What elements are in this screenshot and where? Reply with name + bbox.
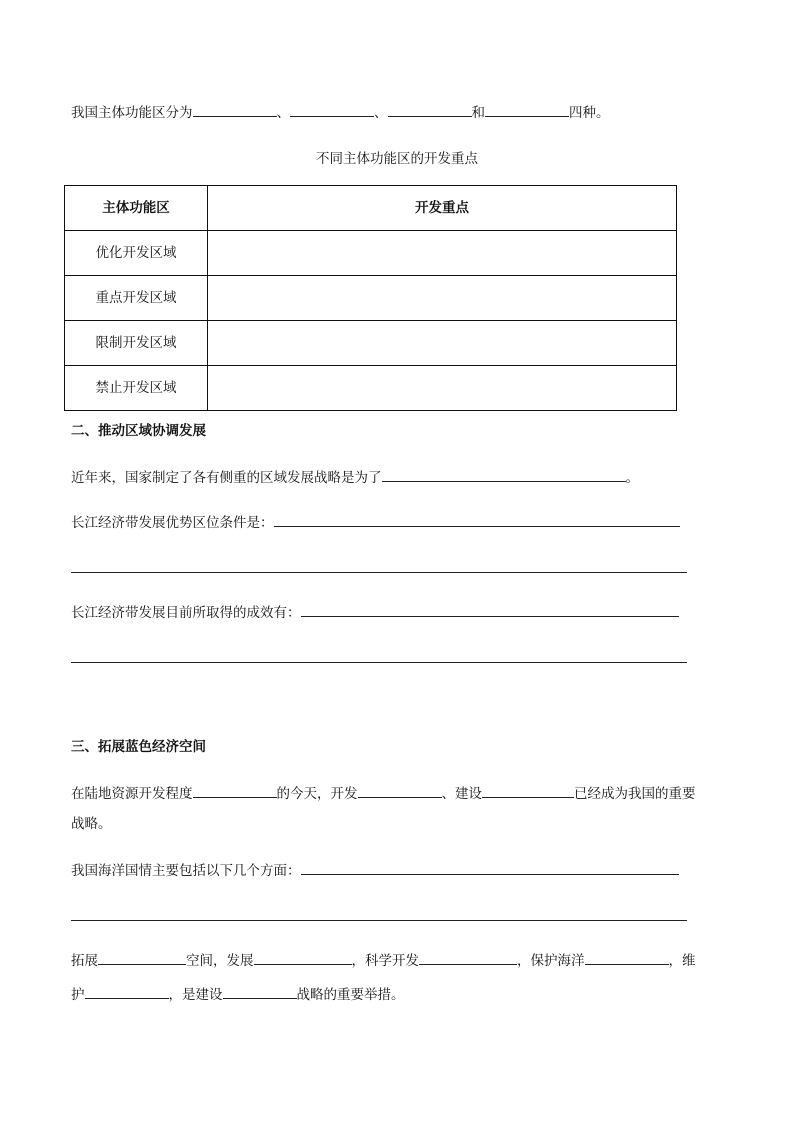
- focus-answer-cell[interactable]: [208, 366, 677, 411]
- blank-field[interactable]: [419, 949, 517, 965]
- zone-name: 优化开发区域: [65, 231, 208, 276]
- section3-question-ocean-situation: [71, 859, 679, 881]
- blank-field[interactable]: [382, 466, 626, 482]
- section3-heading: 三、拓展蓝色经济空间: [71, 739, 206, 755]
- s3q1-part2: 的今天，开发: [276, 786, 358, 802]
- blank-field[interactable]: [193, 782, 277, 798]
- s3q3-part1: 拓展: [71, 953, 98, 969]
- table-header-row: [65, 186, 677, 231]
- blank-field[interactable]: [358, 782, 442, 798]
- q1-sep2: 、: [374, 105, 388, 121]
- focus-answer-cell[interactable]: [208, 321, 677, 366]
- section3-question-ocean-strategy: [71, 782, 696, 804]
- section3-question-measures-cont: [71, 983, 405, 1005]
- blank-field[interactable]: [482, 782, 574, 798]
- s2q2-prefix: 长江经济带发展优势区位条件是：: [71, 515, 274, 531]
- focus-answer-cell[interactable]: [208, 231, 677, 276]
- blank-field[interactable]: [585, 949, 669, 965]
- blank-field[interactable]: [274, 511, 680, 527]
- q1-sep1: 、: [276, 105, 290, 121]
- table-row: [65, 231, 677, 276]
- section2-heading: 二、推动区域协调发展: [71, 423, 206, 439]
- answer-line[interactable]: [71, 920, 687, 921]
- s3q2-prefix: 我国海洋国情主要包括以下几个方面：: [71, 863, 301, 879]
- q1-sep3: 和: [471, 105, 485, 121]
- table-row: [65, 276, 677, 321]
- s2q3-prefix: 长江经济带发展目前所取得的成效有：: [71, 605, 301, 621]
- focus-answer-cell[interactable]: [208, 276, 677, 321]
- table-row: [65, 366, 677, 411]
- table-row: [65, 321, 677, 366]
- s3q1-part3: 、建设: [441, 786, 482, 802]
- blank-field[interactable]: [290, 101, 374, 117]
- zone-name: 限制开发区域: [65, 321, 208, 366]
- blank-field[interactable]: [98, 949, 186, 965]
- question-main-function-zones: [71, 101, 610, 123]
- s3q1-part5: 战略。: [71, 816, 112, 832]
- zone-name: 禁止开发区域: [65, 366, 208, 411]
- s3q3-part2: 空间，发展: [186, 953, 254, 969]
- blank-field[interactable]: [388, 101, 472, 117]
- function-zones-table: [64, 185, 677, 411]
- s3q3-part7: ，是建设: [168, 987, 223, 1003]
- s3q1-part4: 已经成为我国的重要: [574, 786, 696, 802]
- s2q1-suffix: 。: [625, 470, 639, 486]
- header-zone: 主体功能区: [65, 186, 208, 231]
- s2q1-prefix: 近年来，国家制定了各有侧重的区域发展战略是为了: [71, 470, 382, 486]
- section2-question-strategy: [71, 466, 639, 488]
- table-title: 不同主体功能区的开发重点: [316, 151, 478, 167]
- blank-field[interactable]: [485, 101, 569, 117]
- s3q3-part5: ，维: [668, 953, 696, 969]
- blank-field[interactable]: [301, 601, 679, 617]
- answer-line[interactable]: [71, 572, 687, 573]
- zone-name: 重点开发区域: [65, 276, 208, 321]
- s3q3-part8: 战略的重要举措。: [296, 987, 405, 1003]
- blank-field[interactable]: [85, 983, 169, 999]
- s3q3-part4: ，保护海洋: [517, 953, 585, 969]
- s3q3-part6: 护: [71, 987, 85, 1003]
- blank-field[interactable]: [301, 859, 679, 875]
- q1-suffix: 四种。: [569, 105, 610, 121]
- answer-line[interactable]: [71, 662, 687, 663]
- header-focus: 开发重点: [208, 186, 677, 231]
- section3-question-measures: [71, 949, 696, 971]
- section2-question-yangtze-achievements: [71, 601, 679, 623]
- blank-field[interactable]: [223, 983, 297, 999]
- s3q1-part1: 在陆地资源开发程度: [71, 786, 193, 802]
- q1-prefix: 我国主体功能区分为: [71, 105, 193, 121]
- blank-field[interactable]: [254, 949, 352, 965]
- s3q3-part3: ，科学开发: [351, 953, 419, 969]
- blank-field[interactable]: [193, 101, 277, 117]
- section2-question-yangtze-advantages: [71, 511, 680, 533]
